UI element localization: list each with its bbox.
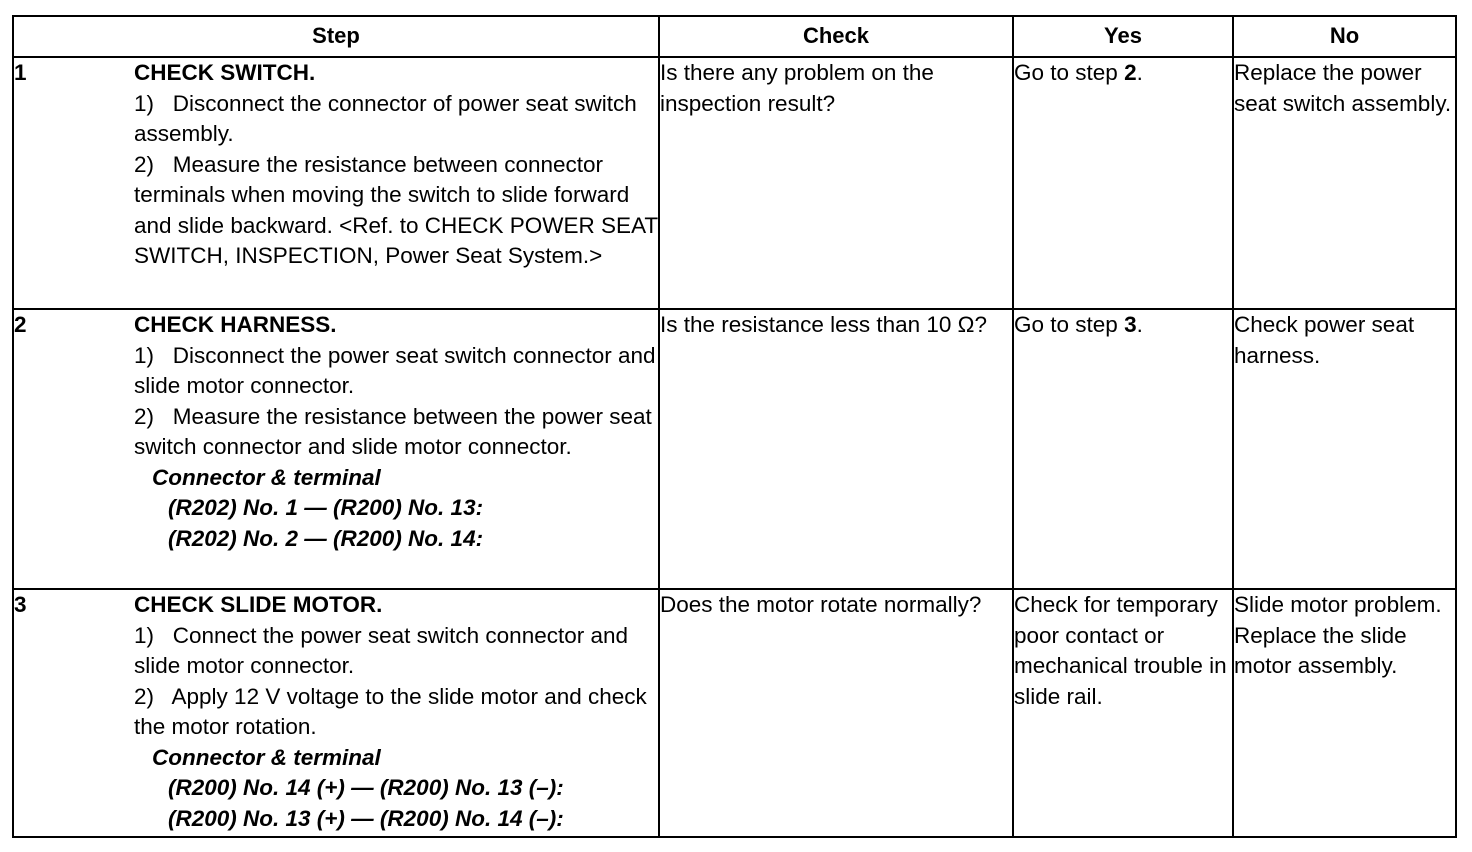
no-cell: Slide motor problem. Replace the slide motor assembly. <box>1233 589 1456 837</box>
terminal-spec: (R200) No. 13 (+) — (R200) No. 14 (–): <box>168 805 564 831</box>
header-yes: Yes <box>1013 16 1233 57</box>
yes-suffix: . <box>1136 312 1143 337</box>
step-number: 3 <box>14 592 27 617</box>
table-row <box>13 57 1456 309</box>
procedure-line: 2) Measure the resistance between the power seat switch connector and slide motor connector. <box>134 403 652 459</box>
procedure-line: 1) Disconnect the power seat switch connector and slide motor connector. <box>134 342 656 398</box>
yes-cell: Check for temporary poor contact or mechanical trouble in slide rail. <box>1013 589 1233 837</box>
step-cell <box>13 57 659 309</box>
connector-label: Connector & terminal <box>152 464 381 490</box>
table-row <box>13 309 1456 589</box>
check-cell: Is the resistance less than 10 Ω? <box>659 309 1013 589</box>
terminal-spec: (R202) No. 2 — (R200) No. 14: <box>168 525 484 551</box>
procedure-line: 2) Apply 12 V voltage to the slide motor and check the motor rotation. <box>134 683 647 739</box>
yes-suffix: . <box>1136 60 1143 85</box>
terminal-spec: (R202) No. 1 — (R200) No. 13: <box>168 495 484 520</box>
yes-step-link: 3 <box>1124 312 1137 337</box>
step-number: 1 <box>14 60 27 85</box>
header-step: Step <box>13 16 659 57</box>
check-cell: Is there any problem on the inspection result? <box>659 57 1013 309</box>
step-title: CHECK SLIDE MOTOR. <box>134 592 383 617</box>
step-title: CHECK HARNESS. <box>134 312 337 337</box>
yes-text: Go to step <box>1014 312 1125 337</box>
step-body <box>134 58 658 272</box>
step-cell <box>13 589 659 837</box>
no-cell: Check power seat harness. <box>1233 309 1456 589</box>
yes-step-link: 2 <box>1124 60 1137 85</box>
header-check: Check <box>659 16 1013 57</box>
terminal-spec: (R200) No. 14 (+) — (R200) No. 13 (–): <box>168 775 564 800</box>
step-number: 2 <box>14 312 27 337</box>
step-body <box>134 310 658 554</box>
table-header-row <box>13 16 1456 57</box>
yes-cell <box>1013 309 1233 589</box>
procedure-line: 2) Measure the resistance between connector terminals when moving the switch to slide forward and slide backward. <Ref. to CHECK POWER SEAT SWITCH, INSPECTION, Power Seat System.> <box>134 151 658 268</box>
step-cell <box>13 309 659 589</box>
connector-label: Connector & terminal <box>152 744 381 770</box>
diagnostic-table <box>12 15 1457 838</box>
no-cell: Replace the power seat switch assembly. <box>1233 57 1456 309</box>
step-title: CHECK SWITCH. <box>134 60 316 85</box>
procedure-line: 1) Connect the power seat switch connector and slide motor connector. <box>134 622 629 678</box>
procedure-line: 1) Disconnect the connector of power seat switch assembly. <box>134 90 637 146</box>
yes-cell <box>1013 57 1233 309</box>
table-row <box>13 589 1456 837</box>
yes-text: Go to step <box>1014 60 1125 85</box>
step-body <box>134 590 658 834</box>
check-cell: Does the motor rotate normally? <box>659 589 1013 837</box>
header-no: No <box>1233 16 1456 57</box>
